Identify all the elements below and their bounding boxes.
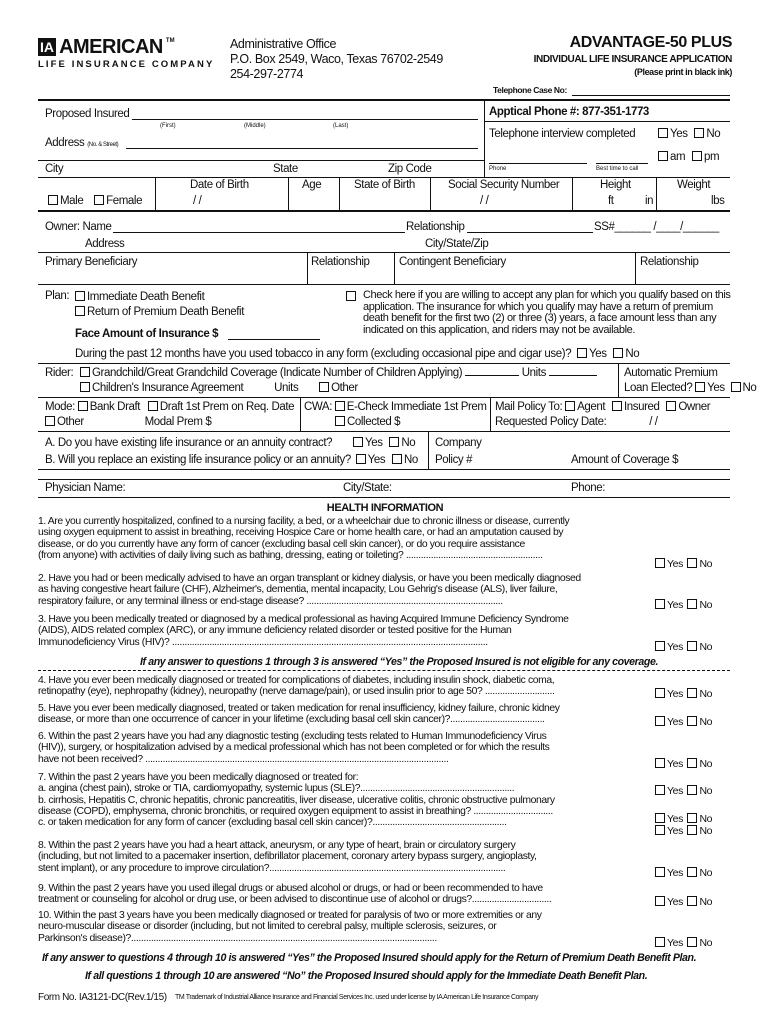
owner-ss-label (594, 221, 719, 233)
mode-row-2 (45, 416, 211, 428)
first-hint: (First) (160, 123, 176, 129)
existing-bottom-rule (38, 469, 730, 470)
requested-date-format[interactable]: / / (649, 416, 658, 428)
q4-line-1: 4. Have you ever been medically diagnosed or treated for complications of diabetes, including insulin shock, diabetic coma, (38, 675, 555, 686)
echeck-checkbox[interactable] (335, 401, 345, 411)
tobacco-no-label: No (625, 348, 640, 360)
q6-line-2: (HIV)), surgery, or hospitalization advised by a medical professional which has not been completed or for which the results (38, 742, 550, 754)
q8-no-label: No (699, 867, 713, 879)
grandchild-count-line[interactable] (465, 375, 519, 376)
dob-divider (288, 177, 289, 210)
health-divider (38, 670, 730, 671)
draft-1st-checkbox[interactable] (148, 401, 158, 411)
physician-top-rule (38, 479, 730, 480)
form-title: INDIVIDUAL LIFE INSURANCE APPLICATION (533, 54, 732, 65)
plan-options (75, 290, 244, 320)
grandchild-checkbox[interactable] (80, 367, 90, 377)
tobacco-yes-checkbox[interactable] (577, 348, 587, 358)
q6-line-3: have not been received? .......................................................................................................................... (38, 753, 449, 765)
ben-div2 (394, 252, 395, 284)
q3-no-label: No (699, 641, 713, 653)
pm-checkbox[interactable] (692, 151, 702, 161)
female-checkbox[interactable] (94, 195, 104, 205)
q10-yes-checkbox[interactable] (655, 937, 665, 947)
rider-divider (618, 363, 619, 397)
q7b-no-checkbox[interactable] (687, 813, 697, 823)
office-phone: 254-297-2774 (230, 67, 304, 81)
primary-relationship-label: Relationship (311, 256, 370, 268)
age-divider (339, 177, 340, 210)
address-hint: (No. & Street) (87, 142, 119, 148)
address-line[interactable] (126, 148, 478, 149)
last-hint: (Last) (333, 123, 349, 129)
collected-checkbox[interactable] (335, 416, 345, 426)
ssn-divider (572, 177, 573, 210)
mail-policy-label: Mail Policy To: (495, 401, 563, 413)
any-plan-text (363, 290, 731, 336)
grandchild-units-line[interactable] (549, 375, 597, 376)
ampm-options (658, 151, 719, 163)
q6-yes-checkbox[interactable] (655, 758, 665, 768)
plan-bottom-rule (38, 363, 730, 364)
warning-return-premium: If any answer to questions 4 through 10 is answered “Yes” the Proposed Insured should apply for the Return of Premium Death Benefit Plan. (42, 952, 697, 964)
lbs-label: lbs (711, 195, 725, 207)
q2-no-checkbox[interactable] (687, 599, 697, 609)
q8-line-2: (including, but not limited to a pacemaker insertion, defibrillator placement, coronary artery bypass surgery, angioplasty, (38, 851, 537, 863)
q8-yes-label: Yes (667, 867, 683, 879)
q7a-yes-label: Yes (667, 785, 683, 797)
qa-no-checkbox[interactable] (389, 437, 399, 447)
q7b-yes-checkbox[interactable] (655, 813, 665, 823)
applicant-bottom-rule (38, 210, 730, 212)
q2-line-2: as having congestive heart failure (CHF), Alzheimer's, dementia, mental incapacity, Lou Gehrig's disease (ALS), liver failure, (38, 584, 558, 596)
city-label: City (45, 163, 64, 175)
q1-line-4: (from anyone) with activities of daily living such as bathing, dressing, eating or toileting? ....................................................... (38, 549, 543, 561)
q2-line-1: 2. Have you had or been medically advised to have an organ transplant or kidney dialysis, or have you been medically diagnosed (38, 573, 581, 584)
q1-no-checkbox[interactable] (687, 558, 697, 568)
return-premium-checkbox[interactable] (75, 306, 85, 316)
tobacco-row (75, 348, 639, 360)
q9-yes-label: Yes (667, 896, 683, 908)
automatic-premium-label: Automatic Premium (624, 367, 718, 379)
owner-ss-text: SS# (594, 221, 615, 233)
owner-relationship-label: Relationship (406, 221, 465, 233)
best-time-line[interactable] (596, 163, 648, 164)
q10-yes-label: Yes (667, 937, 683, 949)
q8-no-checkbox[interactable] (687, 867, 697, 877)
interview-yes-label: Yes (670, 128, 688, 140)
owner-ss-format[interactable]: ______ /____/______ (614, 221, 719, 233)
gender-options (48, 195, 142, 207)
return-premium-label: Return of Premium Death Benefit (87, 306, 244, 318)
logo-tm: TM (165, 38, 175, 44)
mail-owner-label: Owner (678, 401, 711, 413)
q7b-no-label: No (699, 813, 713, 825)
rider-other-label: Other (331, 382, 358, 394)
ben-div1 (307, 252, 308, 284)
q6-no-checkbox[interactable] (687, 758, 697, 768)
owner-name-line[interactable] (113, 232, 405, 233)
question-2 (38, 573, 638, 607)
loan-elected-label: Loan Elected? (624, 382, 693, 394)
weight-label: Weight (677, 179, 711, 191)
owner-address-label: Address (85, 238, 125, 250)
any-plan-line-1: Check here if you are willing to accept any plan for which you qualify based on this (363, 289, 731, 301)
q5-yes-label: Yes (667, 716, 683, 728)
q2-yes-label: Yes (667, 599, 683, 611)
q8-answer (655, 867, 712, 879)
cwa-row (304, 401, 487, 413)
childrens-units-label: Units (274, 382, 299, 394)
qa-no-label: No (401, 437, 416, 449)
address-text: Address (45, 137, 85, 149)
mode-label: Mode: (45, 401, 75, 413)
q5-no-checkbox[interactable] (687, 716, 697, 726)
q2-no-label: No (699, 599, 713, 611)
grandchild-label: Grandchild/Great Grandchild Coverage (Indicate Number of Children Applying) (92, 367, 463, 379)
address-label (45, 137, 118, 149)
q9-line-1: 9. Within the past 2 years have you used illegal drugs or abused alcohol or drugs, or had or been recommended to have (38, 883, 543, 894)
q6-line-1: 6. Within the past 2 years have you had any diagnostic testing (excluding tests related to Human Immunodeficiency Virus (38, 731, 547, 742)
male-checkbox[interactable] (48, 195, 58, 205)
amount-coverage-label: Amount of Coverage $ (571, 454, 679, 466)
immediate-benefit-checkbox[interactable] (75, 291, 85, 301)
loan-no-label: No (742, 382, 757, 394)
question-6 (38, 731, 638, 765)
q7a-yes-checkbox[interactable] (655, 785, 665, 795)
loan-no-checkbox[interactable] (731, 382, 741, 392)
q3-answer (655, 641, 712, 653)
mode-other-checkbox[interactable] (45, 416, 55, 426)
draft-1st-label: Draft 1st Prem on Req. Date (159, 401, 295, 413)
tobacco-yes-label: Yes (588, 348, 607, 360)
q7c-yes-label: Yes (667, 825, 683, 837)
requested-date-row (495, 416, 658, 428)
contingent-relationship-label: Relationship (640, 256, 699, 268)
contingent-label: Contingent Beneficiary (399, 256, 506, 268)
q8-line-1: 8. Within the past 2 years have you had a heart attack, aneurysm, or any type of heart, brain or circulatory surgery (38, 840, 516, 851)
question-4 (38, 675, 638, 698)
question-3 (38, 614, 638, 648)
question-10 (38, 910, 638, 944)
interview-yes-checkbox[interactable] (658, 128, 668, 138)
face-amount-label: Face Amount of Insurance $ (75, 328, 219, 340)
ssn-format: / / (480, 195, 489, 207)
state-label: State (273, 163, 298, 175)
existing-qa-row (45, 437, 332, 449)
telephone-case-label: Telephone Case No: (493, 85, 567, 95)
office-address: P.O. Box 2549, Waco, Texas 76702-2549 (230, 52, 443, 66)
q5-yes-checkbox[interactable] (655, 716, 665, 726)
collected-label: Collected $ (347, 416, 401, 428)
requested-date-label: Requested Policy Date: (495, 416, 607, 428)
bank-draft-checkbox[interactable] (78, 401, 88, 411)
q3-yes-checkbox[interactable] (655, 641, 665, 651)
mail-insured-label: Insured (623, 401, 660, 413)
q7a-answer (655, 785, 712, 797)
logo-ia-mark: IA (40, 39, 54, 55)
question-9 (38, 883, 638, 906)
phone-box-bottom (484, 177, 730, 178)
tobacco-question: During the past 12 months have you used tobacco in any form (excluding occasional pipe and cigar use)? (75, 348, 572, 360)
any-plan-line-4: indicated on this application, and riders may not be available. (363, 323, 635, 336)
dob-row-top (38, 177, 484, 178)
health-title: HEALTH INFORMATION (326, 502, 444, 514)
childrens-label: Children's Insurance Agreement (92, 382, 244, 394)
q7a-no-checkbox[interactable] (687, 785, 697, 795)
interview-no-checkbox[interactable] (694, 128, 704, 138)
mode-divider-1 (300, 397, 301, 431)
existing-qb: B. Will you replace an existing life insurance policy or an annuity? (45, 454, 351, 466)
mail-insured-checkbox[interactable] (612, 401, 622, 411)
height-divider (656, 177, 657, 210)
pm-label: pm (703, 151, 720, 163)
q4-answer (655, 688, 712, 700)
ft-label: ft (608, 195, 614, 207)
logo-subtitle: LIFE INSURANCE COMPANY (38, 59, 215, 70)
q10-line-2: neuro-muscular disease or disorder (including, but not limited to cerebral palsy, multiple sclerosis, seizures, or (38, 921, 497, 933)
q7b-yes-label: Yes (667, 813, 683, 825)
rider-bottom-rule (38, 397, 730, 398)
gender-divider (155, 177, 156, 210)
product-name: ADVANTAGE-50 PLUS (569, 34, 732, 51)
question-5 (38, 703, 638, 726)
bank-draft-label: Bank Draft (89, 401, 141, 413)
q10-no-checkbox[interactable] (687, 937, 697, 947)
qb-yes-label: Yes (367, 454, 386, 466)
q10-no-label: No (699, 937, 713, 949)
trademark-notice: TM Trademark of Industrial Alliance Insurance and Financial Services Inc. used under license by IA American Life Insurance Company (175, 994, 539, 1001)
interview-options (658, 128, 720, 140)
ssn-label: Social Security Number (448, 179, 560, 191)
company-logo (38, 36, 214, 70)
q6-answer (655, 758, 712, 770)
q8-line-3: stent implant), or any procedure to improve circulation?............................................................................................... (38, 862, 506, 874)
phone-hint: Phone (489, 166, 507, 172)
physician-name-label: Physician Name: (45, 482, 126, 494)
mail-policy-row (495, 401, 710, 413)
warning-ineligible: If any answer to questions 1 through 3 is answered “Yes” the Proposed Insured is not eligible for any coverage. (140, 656, 658, 668)
company-label: Company (435, 437, 482, 449)
q1-line-1: 1. Are you currently hospitalized, confined to a nursing facility, a bed, or a wheelchair due to chronic illness or disease, currently (38, 516, 570, 527)
am-checkbox[interactable] (658, 151, 668, 161)
q4-no-checkbox[interactable] (687, 688, 697, 698)
grandchild-row (80, 367, 597, 379)
rider-other-checkbox[interactable] (319, 382, 329, 392)
plan-label: Plan: (45, 290, 70, 302)
phone-box-rule (484, 121, 730, 122)
q9-yes-checkbox[interactable] (655, 896, 665, 906)
q5-answer (655, 716, 712, 728)
warning-immediate: If all questions 1 through 10 are answered “No” the Proposed Insured should apply for the Immediate Death Benefit Plan. (85, 970, 648, 982)
form-number: Form No. IA3121-DC(Rev.1/15) (38, 992, 167, 1003)
qa-yes-label: Yes (365, 437, 383, 449)
any-plan-line-3: death benefit for the first two (2) or three (3) years, a face amount less than any (363, 312, 717, 324)
q4-yes-checkbox[interactable] (655, 688, 665, 698)
q3-yes-label: Yes (667, 641, 683, 653)
office-title: Administrative Office (230, 37, 336, 51)
dob-label: Date of Birth (190, 179, 249, 191)
owner-relationship-line[interactable] (467, 232, 593, 233)
q9-answer (655, 896, 712, 908)
policy-label: Policy # (435, 454, 473, 466)
q7b-answer (655, 813, 712, 825)
q4-line-2: retinopathy (eye), nephropathy (kidney), neuropathy (nerve damage/pain), or used insulin prior to age 50? ............................ (38, 686, 555, 698)
existing-qa: A. Do you have existing life insurance or an annuity contract? (45, 437, 333, 449)
mode-divider-2 (490, 397, 491, 431)
existing-qa-options (353, 437, 415, 449)
qb-no-label: No (404, 454, 418, 466)
question-7 (38, 772, 638, 828)
q3-line-1: 3. Have you been medically treated or diagnosed by a medical professional as having Acquired Immune Deficiency Syndrome (38, 614, 569, 625)
echeck-label: E-Check Immediate 1st Prem (346, 401, 487, 413)
mail-agent-checkbox[interactable] (565, 401, 575, 411)
sob-divider (430, 177, 431, 210)
loan-yes-checkbox[interactable] (695, 382, 705, 392)
q1-no-label: No (699, 558, 713, 570)
q9-no-label: No (699, 896, 713, 908)
ben-div3 (635, 252, 636, 284)
q4-no-label: No (699, 688, 713, 700)
q8-yes-checkbox[interactable] (655, 867, 665, 877)
face-amount-line[interactable] (228, 339, 320, 340)
q3-line-2: (AIDS), AIDS related complex (ARC), or any immune deficiency related disorder or tested positive for the Human (38, 625, 512, 637)
proposed-insured-line[interactable] (132, 119, 478, 120)
telephone-case-line[interactable] (572, 95, 730, 96)
q7a-no-label: No (699, 785, 713, 797)
q1-yes-checkbox[interactable] (655, 558, 665, 568)
phone-line[interactable] (489, 163, 587, 164)
physician-city-label: City/State: (343, 482, 392, 494)
q3-line-3: Immunodeficiency Virus (HIV)? ............................................................................................................................... (38, 636, 488, 648)
height-label: Height (600, 179, 631, 191)
am-label: am (670, 151, 686, 163)
loan-yes-label: Yes (707, 382, 725, 394)
mode-other-label: Other (57, 416, 84, 428)
print-note: (Please print in black ink) (634, 67, 732, 77)
qb-no-checkbox[interactable] (392, 454, 402, 464)
cwa-label: CWA: (304, 401, 332, 413)
q10-line-3: Parkinson's disease)?........................................................................................................................... (38, 932, 437, 944)
q7b-line-2: disease (COPD), emphysema, chronic bronchitis, or required oxygen equipment to assist in breathing? ................................ (38, 805, 553, 817)
q7c-no-label: No (699, 825, 713, 837)
q1-line-2: using oxygen equipment to assist in breathing, receiving Hospice Care or home health care, or had an amputation caused by (38, 527, 564, 539)
question-1 (38, 516, 638, 561)
q7c-no-checkbox[interactable] (687, 825, 697, 835)
rider-label: Rider: (45, 367, 74, 379)
logo-name: AMERICAN (59, 36, 163, 58)
q1-line-3: disease, or do you currently have any form of cancer (excluding basal cell skin cancer), or do you require assistance (38, 538, 525, 550)
q5-line-1: 5. Have you ever been medically diagnosed, treated or taken medication for renal insufficiency, kidney failure, chronic kidney (38, 703, 560, 714)
in-label: in (645, 195, 654, 207)
any-plan-line-2: application. The insurance for which you qualify may have a return of premium (363, 300, 713, 313)
male-label: Male (60, 195, 84, 207)
tobacco-no-checkbox[interactable] (613, 348, 623, 358)
q7c-answer (655, 825, 712, 837)
female-label: Female (106, 195, 143, 207)
modal-prem-label: Modal Prem $ (144, 416, 212, 428)
q7-line: 7. Within the past 2 years have you been medically diagnosed or treated for: (38, 772, 359, 783)
physician-bottom-rule (38, 497, 730, 498)
q3-no-checkbox[interactable] (687, 641, 697, 651)
office-block (230, 37, 443, 82)
q9-line-2: treatment or counseling for alcohol or drug use, or been advised to discontinue use of alcohol or drugs?................................ (38, 894, 552, 906)
collected-row (335, 416, 400, 428)
question-8 (38, 840, 638, 874)
age-label: Age (302, 179, 322, 191)
q7a-line: a. angina (chest pain), stroke or TIA, cardiomyopathy, systemic lupus (SLE)?.............................................................. (38, 783, 515, 795)
q9-no-checkbox[interactable] (687, 896, 697, 906)
q1-answer (655, 558, 712, 570)
physician-phone-label: Phone: (571, 482, 606, 494)
beneficiary-bottom-rule (38, 284, 730, 285)
q1-yes-label: Yes (667, 558, 683, 570)
qa-yes-checkbox[interactable] (353, 437, 363, 447)
q6-no-label: No (699, 758, 713, 770)
dob-format: / / (193, 195, 202, 207)
q10-answer (655, 937, 712, 949)
phone-box-divider (484, 100, 485, 178)
q7c-line: c. or taken medication for any form of cancer (excluding basal cell skin cancer)?...................................................... (38, 817, 507, 829)
primary-beneficiary-label: Primary Beneficiary (45, 256, 138, 268)
interview-no-label: No (706, 128, 721, 140)
section-top-rule (38, 99, 730, 101)
q2-answer (655, 599, 712, 611)
city-rule (38, 160, 484, 161)
qb-yes-checkbox[interactable] (356, 454, 366, 464)
mail-owner-checkbox[interactable] (666, 401, 676, 411)
owner-name-label: Owner: Name (45, 221, 112, 233)
zip-label: Zip Code (388, 163, 432, 175)
q6-yes-label: Yes (667, 758, 683, 770)
interview-label: Telephone interview completed (489, 128, 636, 140)
existing-divider (428, 431, 429, 469)
middle-hint: (Middle) (244, 123, 266, 129)
loan-elected-row (624, 382, 756, 394)
q7b-line-1: b. cirrhosis, Hepatitis C, chronic hepatitis, chronic pancreatitis, liver disease, ulcerative colitis, chronic obstructive pulmonary (38, 794, 555, 806)
q2-yes-checkbox[interactable] (655, 599, 665, 609)
any-plan-checkbox[interactable] (346, 291, 356, 301)
childrens-checkbox[interactable] (80, 382, 90, 392)
q7c-yes-checkbox[interactable] (655, 825, 665, 835)
immediate-benefit-label: Immediate Death Benefit (87, 291, 205, 303)
state-of-birth-label: State of Birth (354, 179, 415, 191)
q10-line-1: 10. Within the past 3 years have you been medically diagnosed or treated for paralysis of two or more extremities or any (38, 910, 542, 921)
childrens-row (80, 382, 358, 394)
applical-phone: Apptical Phone #: 877-351-1773 (489, 106, 649, 118)
q5-line-2: disease, or more than one occurrence of cancer in your lifetime (excluding basal cell skin cancer)?...................................... (38, 714, 545, 726)
mail-agent-label: Agent (577, 401, 606, 413)
mode-row-1 (45, 401, 294, 413)
proposed-insured-label: Proposed Insured (45, 108, 130, 120)
q5-no-label: No (699, 716, 713, 728)
grandchild-units-label: Units (521, 367, 546, 379)
existing-qb-row (45, 454, 418, 466)
mode-bottom-rule (38, 431, 730, 432)
q2-line-3: respiratory failure, or any terminal illness or end-stage disease? ............................................................................... (38, 595, 503, 607)
q4-yes-label: Yes (667, 688, 683, 700)
best-time-hint: Best time to call (596, 166, 639, 172)
owner-bottom-rule (38, 252, 730, 253)
owner-csz-label: City/State/Zip (425, 238, 489, 250)
